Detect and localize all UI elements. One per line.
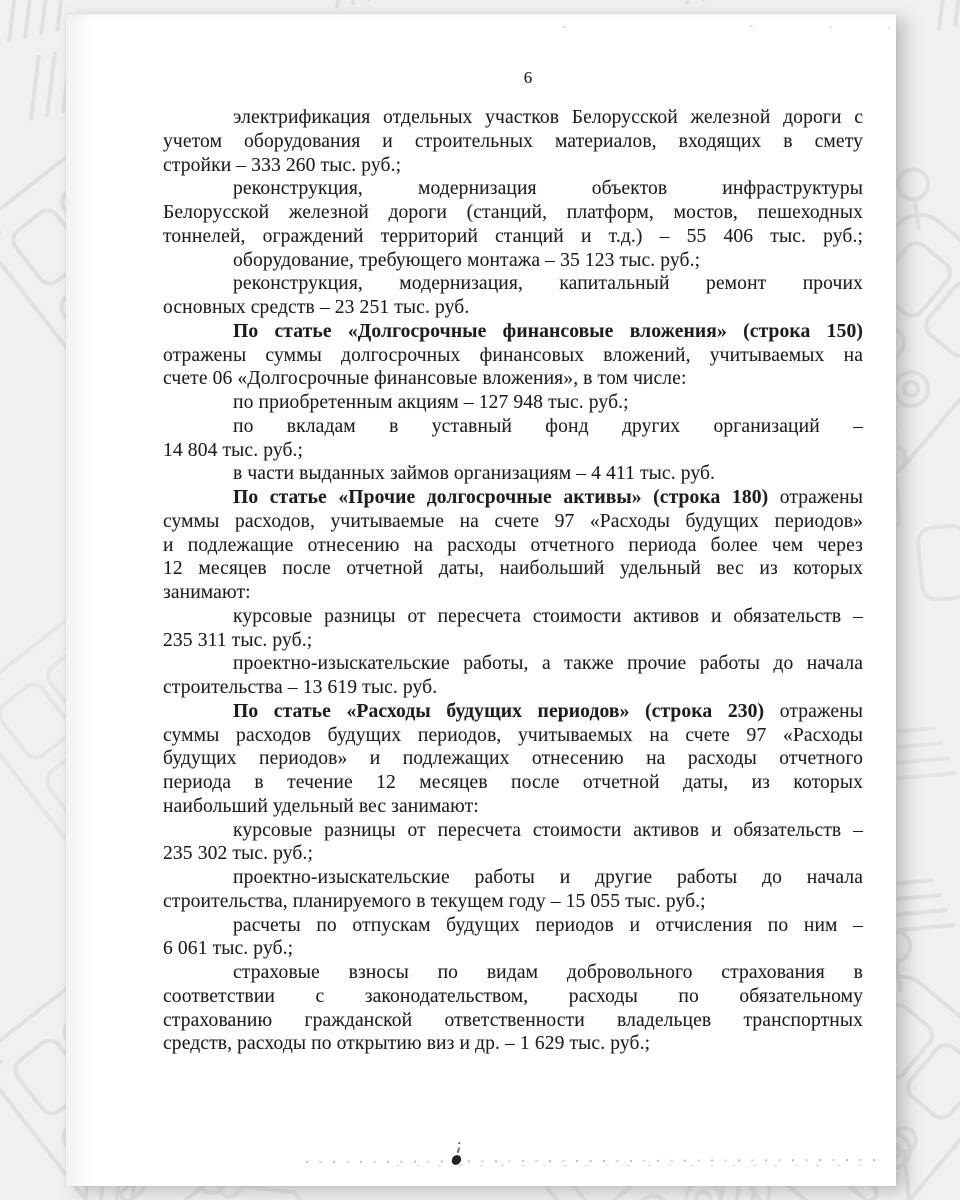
- text-line: отражены суммы долгосрочных финансовых вложений, учитываемых на: [163, 344, 863, 366]
- text-line: тоннелей, ограждений территорий станций и т.д.) – 55 406 тыс. руб.;: [163, 225, 863, 247]
- text-line: занимают:: [163, 582, 251, 603]
- text-line: Белорусской железной дороги (станций, платформ, мостов, пешеходных: [163, 202, 863, 223]
- text-line: соответствии с законодательством, расходы по обязательному: [163, 985, 863, 1007]
- text-line: периода в течение 12 месяцев после отчетной даты, из которых: [163, 772, 863, 793]
- text-line-bold: По статье «Прочие долгосрочные активы» (строка 180): [233, 487, 769, 508]
- watermark-hatch-icon: [912, 0, 960, 45]
- text-line: основных средств – 23 251 тыс. руб.: [163, 297, 470, 318]
- text-line: По статье «Прочие долгосрочные активы» (строка 180) отражены: [233, 487, 863, 508]
- text-line: и подлежащие отнесению на расходы отчетного периода более чем через: [163, 534, 863, 556]
- text-line-bold: По статье «Расходы будущих периодов» (строка 230): [233, 700, 765, 722]
- text-line: по приобретенным акциям – 127 948 тыс. руб.;: [233, 392, 629, 413]
- document-text: [163, 106, 863, 1056]
- scan-speck: [750, 25, 753, 27]
- text-line: [163, 320, 863, 344]
- text-line: курсовые разницы от пересчета стоимости активов и обязательств –: [233, 605, 863, 627]
- text-line: будущих периодов» и подлежащих отнесению на расходы отчетного: [163, 748, 863, 770]
- text-line: проектно-изыскательские работы, а также прочие работы до начала: [233, 653, 863, 675]
- text-line: в части выданных займов организациям – 4 411 тыс. руб.: [233, 463, 716, 485]
- text-line: 14 804 тыс. руб.;: [163, 439, 304, 461]
- scan-speck: [888, 27, 890, 29]
- text-line: страхованию гражданской ответственности владельцев транспортных: [163, 1009, 863, 1031]
- text-line: строительства, планируемого в текущем году – 15 055 тыс. руб.;: [163, 890, 706, 912]
- text-line: электрификация отдельных участков Белорусской железной дороги с: [233, 107, 863, 128]
- text-line: По статье «Расходы будущих периодов» (строка 230) отражены: [233, 700, 863, 722]
- scan-speck: [830, 26, 832, 28]
- text-line: по вкладам в уставный фонд других организаций –: [233, 415, 863, 437]
- text-line: счете 06 «Долгосрочные финансовые вложения», в том числе:: [163, 368, 687, 390]
- scan-noise-line: [396, 1165, 866, 1166]
- text-line: 6 061 тыс. руб.;: [163, 938, 294, 960]
- document-page: [66, 14, 896, 1186]
- text-line: 235 302 тыс. руб.;: [163, 843, 313, 865]
- text-line: наибольший удельный вес занимают:: [163, 795, 479, 817]
- scan-noise-line: [306, 1159, 881, 1163]
- text-line-bold: По статье «Долгосрочные финансовые вложения» (строка 150): [233, 320, 863, 342]
- text-line: строительства – 13 619 тыс. руб.: [163, 677, 438, 698]
- text-line: реконструкция, модернизация, капитальный ремонт прочих: [233, 273, 863, 295]
- text-line: оборудование, требующего монтажа – 35 123 тыс. руб.;: [233, 249, 701, 271]
- text-line: курсовые разницы от пересчета стоимости активов и обязательств –: [233, 819, 863, 841]
- text-line: 235 311 тыс. руб.;: [163, 629, 313, 651]
- text-line: реконструкция, модернизация объектов инфраструктуры: [233, 178, 863, 200]
- text-line: страховые взносы по видам добровольного страхования в: [233, 962, 863, 983]
- page-number: 6: [523, 68, 533, 87]
- text-line: суммы расходов будущих периодов, учитываемых на счете 97 «Расходы: [163, 724, 863, 746]
- text-line: 12 месяцев после отчетной даты, наибольший удельный вес из которых: [163, 558, 863, 580]
- text-line: расчеты по отпускам будущих периодов и отчисления по ним –: [233, 914, 863, 936]
- text-line: учетом оборудования и строительных материалов, входящих в смету: [163, 130, 863, 152]
- text-line: суммы расходов, учитываемые на счете 97 «Расходы будущих периодов»: [163, 510, 863, 532]
- text-line: стройки – 333 260 тыс. руб.;: [163, 154, 402, 176]
- text-line: средств, расходы по открытию виз и др. – 1 629 тыс. руб.;: [163, 1033, 651, 1055]
- scan-speck: [563, 26, 566, 28]
- text-line: проектно-изыскательские работы и другие работы до начала: [233, 867, 863, 888]
